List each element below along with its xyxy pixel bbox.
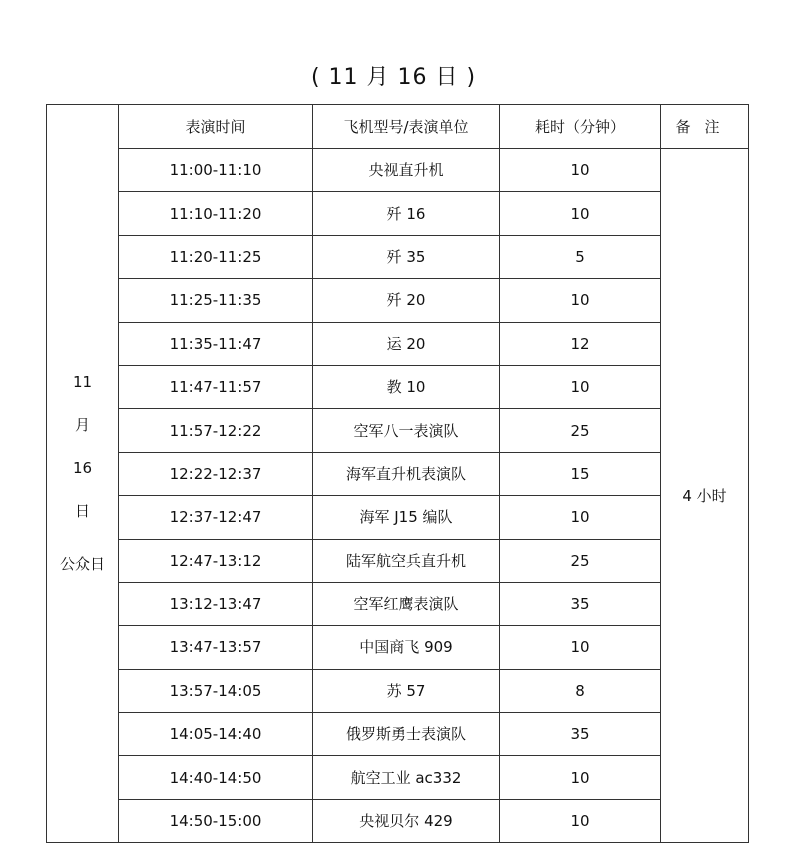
table-row [47, 756, 749, 799]
table-row [47, 582, 749, 625]
cell-aircraft: 俄罗斯勇士表演队 [313, 713, 500, 756]
cell-time: 12:47-13:12 [119, 539, 313, 582]
table-row [47, 669, 749, 712]
cell-aircraft: 运 20 [313, 322, 500, 365]
table-row [47, 713, 749, 756]
day-month-number: 11 [72, 373, 93, 392]
cell-time: 13:47-13:57 [119, 626, 313, 669]
day-month-char: 月 [74, 416, 90, 435]
cell-aircraft: 歼 20 [313, 279, 500, 322]
day-day-char: 日 [74, 502, 90, 521]
table-row [47, 279, 749, 322]
cell-aircraft: 歼 16 [313, 192, 500, 235]
cell-minutes: 10 [500, 756, 661, 799]
table-row [47, 192, 749, 235]
table-row [47, 149, 749, 192]
header-time: 表演时间 [119, 105, 313, 149]
cell-time: 14:05-14:40 [119, 713, 313, 756]
cell-time: 11:00-11:10 [119, 149, 313, 192]
cell-time: 11:35-11:47 [119, 322, 313, 365]
cell-aircraft: 陆军航空兵直升机 [313, 539, 500, 582]
cell-aircraft: 教 10 [313, 365, 500, 408]
cell-time: 13:12-13:47 [119, 582, 313, 625]
cell-time: 14:50-15:00 [119, 799, 313, 842]
table-row [47, 322, 749, 365]
cell-minutes: 10 [500, 279, 661, 322]
cell-time: 12:22-12:37 [119, 452, 313, 495]
table-header-row [47, 105, 749, 149]
cell-aircraft: 空军八一表演队 [313, 409, 500, 452]
cell-time: 11:25-11:35 [119, 279, 313, 322]
cell-minutes: 8 [500, 669, 661, 712]
day-day-number: 16 [72, 459, 93, 478]
cell-aircraft: 央视直升机 [313, 149, 500, 192]
cell-minutes: 10 [500, 496, 661, 539]
cell-time: 13:57-14:05 [119, 669, 313, 712]
table-row [47, 626, 749, 669]
cell-time: 14:40-14:50 [119, 756, 313, 799]
cell-minutes: 10 [500, 626, 661, 669]
cell-minutes: 15 [500, 452, 661, 495]
table-row [47, 409, 749, 452]
cell-time: 11:10-11:20 [119, 192, 313, 235]
day-stack [47, 361, 118, 586]
header-note: 备注 [661, 105, 749, 149]
cell-time: 11:57-12:22 [119, 409, 313, 452]
cell-note: 4 小时 [661, 149, 749, 843]
cell-aircraft: 歼 35 [313, 235, 500, 278]
cell-aircraft: 海军 J15 编队 [313, 496, 500, 539]
cell-time: 11:20-11:25 [119, 235, 313, 278]
table-row [47, 496, 749, 539]
cell-time: 12:37-12:47 [119, 496, 313, 539]
header-duration: 耗时（分钟） [500, 105, 661, 149]
day-label: 公众日 [59, 555, 105, 574]
cell-minutes: 25 [500, 409, 661, 452]
cell-aircraft: 空军红鹰表演队 [313, 582, 500, 625]
cell-minutes: 12 [500, 322, 661, 365]
cell-aircraft: 苏 57 [313, 669, 500, 712]
cell-aircraft: 央视贝尔 429 [313, 799, 500, 842]
cell-minutes: 35 [500, 582, 661, 625]
cell-minutes: 35 [500, 713, 661, 756]
cell-minutes: 25 [500, 539, 661, 582]
cell-minutes: 10 [500, 799, 661, 842]
cell-minutes: 10 [500, 365, 661, 408]
cell-aircraft: 海军直升机表演队 [313, 452, 500, 495]
page-title: ( 11 月 16 日 ) [310, 65, 477, 90]
cell-aircraft: 航空工业 ac332 [313, 756, 500, 799]
cell-time: 11:47-11:57 [119, 365, 313, 408]
table-row [47, 799, 749, 842]
table-row [47, 539, 749, 582]
day-cell [47, 105, 119, 843]
cell-minutes: 10 [500, 192, 661, 235]
cell-minutes: 10 [500, 149, 661, 192]
table-row [47, 452, 749, 495]
cell-aircraft: 中国商飞 909 [313, 626, 500, 669]
schedule-table [46, 104, 749, 843]
table-row [47, 365, 749, 408]
cell-minutes: 5 [500, 235, 661, 278]
table-row [47, 235, 749, 278]
header-aircraft: 飞机型号/表演单位 [313, 105, 500, 149]
